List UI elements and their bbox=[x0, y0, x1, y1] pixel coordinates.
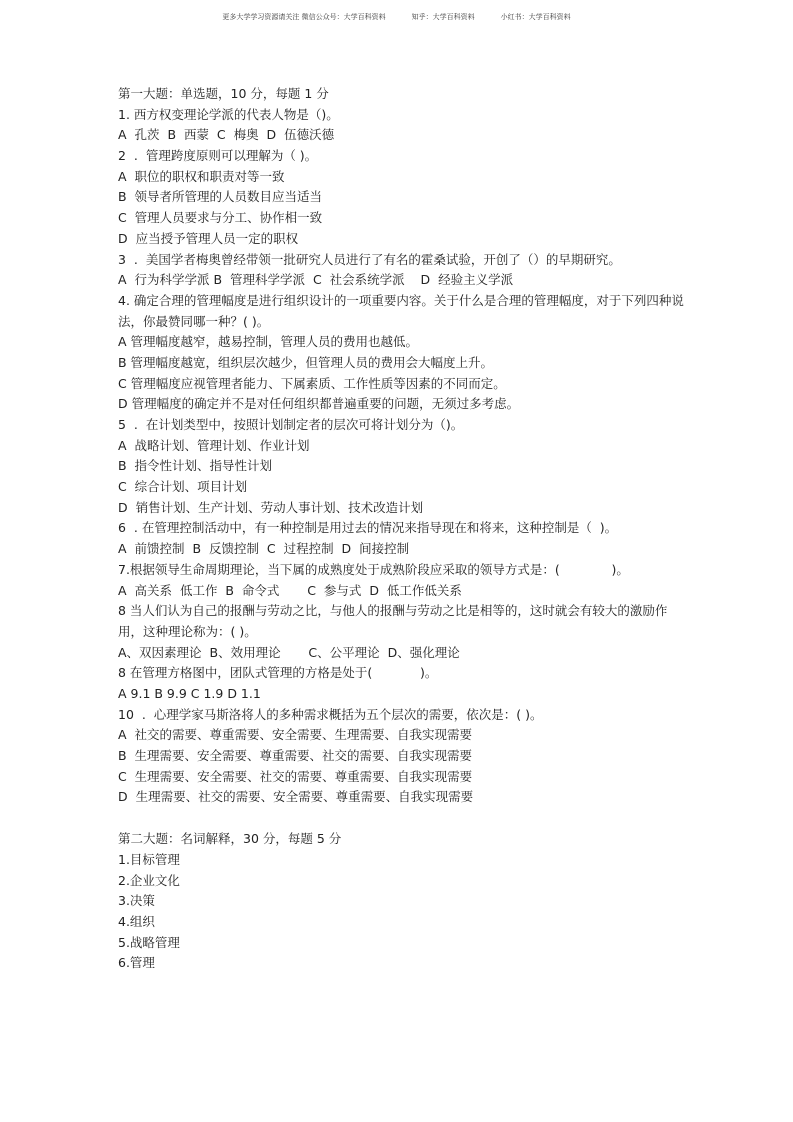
q6-options: A 前馈控制 B 反馈控制 C 过程控制 D 间接控制 bbox=[118, 541, 410, 557]
section-spacer bbox=[118, 808, 688, 829]
term-item: 2.企业文化 bbox=[118, 872, 180, 888]
term-item: 5.战略管理 bbox=[118, 934, 180, 950]
document-body bbox=[118, 84, 688, 974]
q2-option-b: B 领导者所管理的人员数目应当适当 bbox=[118, 189, 323, 205]
q10-option-c: C 生理需要、安全需要、社交的需要、尊重需要、自我实现需要 bbox=[118, 768, 473, 784]
q7-stem: 7.根据领导生命周期理论，当下属的成熟度处于成熟阶段应采取的领导方式是：( )。 bbox=[118, 561, 629, 577]
q4-option-d: D 管理幅度的确定并不是对任何组织都普遍重要的问题，无须过多考虑。 bbox=[118, 396, 520, 412]
q2-option-c: C 管理人员要求与分工、协作相一致 bbox=[118, 210, 323, 226]
q5-stem: 5 . 在计划类型中，按照计划制定者的层次可将计划分为（)。 bbox=[118, 417, 464, 433]
q3-stem: 3 . 美国学者梅奥曾经带领一批研究人员进行了有名的霍桑试验，开创了（）的早期研究。 bbox=[118, 251, 621, 267]
q5-option-b: B 指令性计划、指导性计划 bbox=[118, 458, 273, 474]
q9-options: A 9.1 B 9.9 C 1.9 D 1.1 bbox=[118, 686, 261, 701]
q5-option-d: D 销售计划、生产计划、劳动人事计划、技术改造计划 bbox=[118, 499, 424, 515]
section1-heading: 第一大题：单选题，10 分，每题 1 分 bbox=[118, 86, 329, 101]
q4-option-b: B 管理幅度越宽，组织层次越少，但管理人员的费用会大幅度上升。 bbox=[118, 354, 494, 370]
q2-stem: 2 . 管理跨度原则可以理解为（ )。 bbox=[118, 148, 318, 164]
q7-options: A 高关系 低工作 B 命令式 C 参与式 D 低工作低关系 bbox=[118, 582, 462, 598]
section2-heading: 第二大题：名词解释，30 分，每题 5 分 bbox=[118, 831, 342, 847]
term-item: 6.管理 bbox=[118, 955, 155, 971]
header-wechat: 更多大学学习资源请关注 微信公众号：大学百科资料 bbox=[222, 13, 386, 21]
q2-option-a: A 职位的职权和职责对等一致 bbox=[118, 168, 285, 184]
q8-stem: 8 当人们认为自己的报酬与劳动之比，与他人的报酬与劳动之比是相等的，这时就会有较大的激励作用，这种理论称为：( )。 bbox=[118, 603, 668, 639]
term-item: 3.决策 bbox=[118, 893, 155, 909]
q10-option-d: D 生理需要、社交的需要、安全需要、尊重需要、自我实现需要 bbox=[118, 789, 474, 805]
header-zhihu: 知乎：大学百科资料 bbox=[411, 13, 475, 21]
q9-stem: 8 在管理方格图中，团队式管理的方格是处于( )。 bbox=[118, 665, 438, 681]
q10-option-b: B 生理需要、安全需要、尊重需要、社交的需要、自我实现需要 bbox=[118, 748, 473, 764]
q10-option-a: A 社交的需要、尊重需要、安全需要、生理需要、自我实现需要 bbox=[118, 727, 472, 743]
header-xiaohongshu: 小红书：大学百科资料 bbox=[500, 13, 571, 21]
page-header bbox=[0, 12, 793, 22]
q3-options: A 行为科学学派 B 管理科学学派 C 社会系统学派 D 经验主义学派 bbox=[118, 272, 514, 288]
q5-option-a: A 战略计划、管理计划、作业计划 bbox=[118, 437, 310, 453]
q1-stem: 1. 西方权变理论学派的代表人物是（)。 bbox=[118, 106, 339, 122]
term-item: 4.组织 bbox=[118, 913, 155, 929]
q4-option-c: C 管理幅度应视管理者能力、下属素质、工作性质等因素的不同而定。 bbox=[118, 375, 506, 391]
q8-options: A、双因素理论 B、效用理论 C、公平理论 D、强化理论 bbox=[118, 644, 460, 660]
q10-stem: 10 . 心理学家马斯洛将人的多种需求概括为五个层次的需要，依次是：( )。 bbox=[118, 706, 543, 722]
q4-stem: 4. 确定合理的管理幅度是进行组织设计的一项重要内容。关于什么是合理的管理幅度，对于下列四种说法，你最赞同哪一种？( )。 bbox=[118, 292, 684, 329]
q2-option-d: D 应当授予管理人员一定的职权 bbox=[118, 230, 299, 246]
q4-option-a: A 管理幅度越窄，越易控制，管理人员的费用也越低。 bbox=[118, 334, 419, 350]
q5-option-c: C 综合计划、项目计划 bbox=[118, 479, 248, 495]
q6-stem: 6 . 在管理控制活动中，有一种控制是用过去的情况来指导现在和将来，这种控制是（ )。 bbox=[118, 520, 618, 536]
term-item: 1.目标管理 bbox=[118, 851, 180, 867]
q1-options: A 孔茨 B 西蒙 C 梅奥 D 伍德沃德 bbox=[118, 127, 335, 143]
